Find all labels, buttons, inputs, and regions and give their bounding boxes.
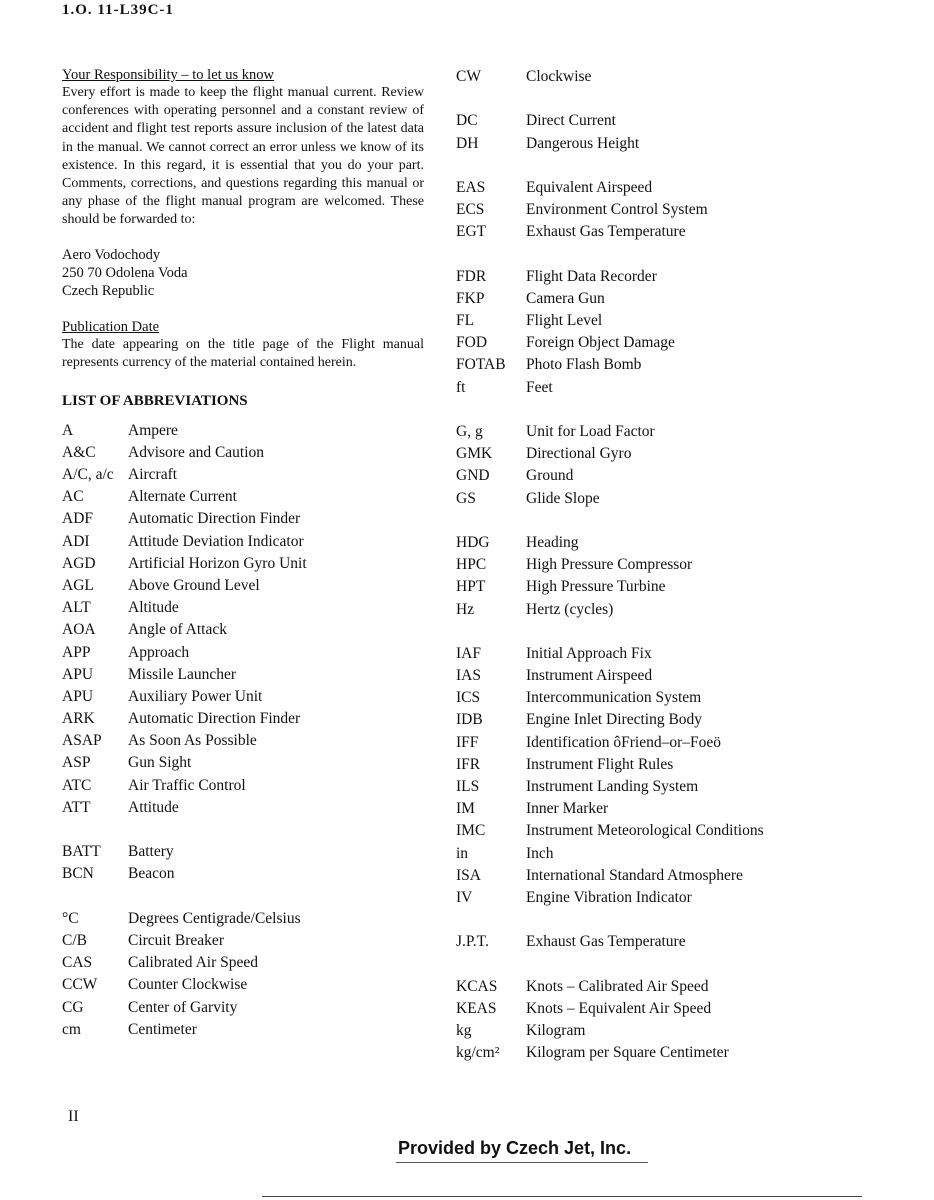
abbreviation-row	[62, 642, 424, 664]
abbreviation-meaning: Clockwise	[526, 68, 592, 85]
abbreviation: FOD	[456, 334, 488, 352]
abbreviation: kg/cm²	[456, 1044, 500, 1062]
abbreviation-row	[456, 576, 926, 598]
abbreviation-row	[456, 377, 926, 399]
abbreviation-row	[62, 797, 424, 819]
abbreviation-meaning: Kilogram	[526, 1022, 586, 1040]
abbreviation: DH	[456, 134, 479, 152]
abbreviation-meaning: Air Traffic Control	[128, 776, 246, 794]
abbreviation-row	[456, 599, 926, 621]
abbreviation: kg	[456, 1022, 472, 1040]
abbreviation: A&C	[62, 443, 96, 461]
abbreviation: KCAS	[456, 977, 498, 995]
abbreviation: IMC	[456, 822, 486, 840]
abbreviation: IV	[456, 888, 473, 906]
abbreviation: APU	[62, 687, 94, 705]
abbreviation: ATT	[62, 798, 91, 816]
responsibility-paragraph: Every effort is made to keep the flight manual current. Review conferences with operating personnel and a constant review of accident and flight test reports assure inclusion of the latest data in the manual. We cannot correct an error unless we know of its existence. In this regard, it is essential that you do your part. Comments, corrections, and questions regarding this manual or any phase of the flight manual program are welcomed. These should be forwarded to:	[62, 85, 424, 228]
abbreviation: ICS	[456, 689, 481, 707]
abbreviation: J.P.T.	[456, 933, 489, 951]
abbreviation-row	[456, 843, 926, 865]
abbreviation-meaning: Intercommunication System	[526, 689, 702, 707]
abbreviation: CW	[456, 68, 481, 85]
abbreviation-meaning: Feet	[526, 378, 553, 396]
abbreviation-meaning: Dangerous Height	[526, 134, 640, 152]
group-spacer	[456, 510, 926, 532]
abbreviation-row	[456, 1020, 926, 1042]
abbreviation-meaning: Exhaust Gas Temperature	[526, 223, 686, 241]
abbreviation-row	[62, 486, 424, 508]
abbreviation-row	[62, 752, 424, 774]
abbreviation-meaning: International Standard Atmosphere	[526, 866, 743, 884]
abbreviation-meaning: Direct Current	[526, 112, 616, 130]
abbreviation-meaning: Aircraft	[128, 466, 178, 484]
abbreviation-row	[456, 820, 926, 842]
abbreviation-meaning: Engine Inlet Directing Body	[526, 711, 703, 729]
publication-heading: Publication Date	[62, 319, 160, 336]
abbreviation-meaning: Center of Garvity	[128, 998, 238, 1016]
abbreviation-row	[456, 532, 926, 554]
abbreviation-row	[456, 221, 926, 243]
abbreviation-row	[62, 619, 424, 641]
abbreviation: ISA	[456, 866, 481, 884]
abbreviation-meaning: Instrument Landing System	[526, 778, 699, 795]
abbreviation-row	[62, 775, 424, 797]
abbreviation-row	[62, 952, 424, 974]
abbreviation-row	[456, 931, 926, 953]
abbreviation-meaning: Inner Marker	[526, 800, 609, 818]
abbreviation-row	[456, 709, 926, 731]
abbreviation: CG	[62, 998, 84, 1016]
abbreviation-row	[62, 730, 424, 752]
abbreviation-row	[456, 665, 926, 687]
abbreviation-meaning: High Pressure Turbine	[526, 578, 666, 596]
abbreviation-meaning: Automatic Direction Finder	[128, 710, 301, 728]
abbreviation-meaning: Automatic Direction Finder	[128, 510, 301, 528]
address-line: Aero Vodochody	[62, 246, 161, 263]
abbreviation: AGD	[62, 554, 96, 572]
abbreviation-meaning: Attitude Deviation Indicator	[128, 532, 304, 550]
abbreviation-meaning: Circuit Breaker	[128, 931, 224, 949]
abbreviation-meaning: Directional Gyro	[526, 445, 632, 463]
abbreviation: ECS	[456, 201, 485, 219]
abbreviation: AGL	[62, 576, 94, 594]
abbreviation-row	[62, 553, 424, 575]
abbreviation-meaning: Knots – Calibrated Air Speed	[526, 977, 709, 995]
abbreviation-row	[62, 908, 424, 930]
abbreviation-meaning: Environment Control System	[526, 201, 708, 219]
abbreviation-row	[456, 332, 926, 354]
abbreviation-meaning: Artificial Horizon Gyro Unit	[128, 554, 307, 572]
abbreviation-meaning: Exhaust Gas Temperature	[526, 933, 686, 951]
abbreviation-meaning: Ampere	[128, 421, 178, 439]
abbreviation-row	[456, 288, 926, 310]
abbreviation-row	[62, 930, 424, 952]
abbreviation-meaning: Gun Sight	[128, 754, 192, 772]
abbreviation-row	[456, 554, 926, 576]
abbreviation-row	[456, 465, 926, 487]
group-spacer	[62, 819, 424, 841]
abbreviation-meaning: Attitude	[128, 798, 179, 816]
abbreviation-meaning: Calibrated Air Speed	[128, 954, 258, 972]
abbreviation-meaning: Identification ôFriend–or–Foeö	[526, 733, 721, 751]
abbreviation-row	[456, 310, 926, 332]
responsibility-heading: Your Responsibility – to let us know	[62, 67, 275, 83]
abbreviation-meaning: Engine Vibration Indicator	[526, 888, 692, 906]
abbreviation-row	[456, 110, 926, 132]
abbreviation-row	[456, 776, 926, 798]
abbreviation: IDB	[456, 711, 483, 729]
group-spacer	[456, 954, 926, 976]
abbreviation-meaning: Kilogram per Square Centimeter	[526, 1044, 729, 1062]
abbreviation-meaning: Auxiliary Power Unit	[128, 687, 263, 705]
abbreviation: ft	[456, 378, 466, 396]
abbreviation: IAF	[456, 644, 481, 662]
page-number: II	[68, 1108, 79, 1125]
abbreviation-meaning: Alternate Current	[128, 488, 237, 506]
abbreviation-meaning: Missile Launcher	[128, 665, 237, 683]
abbreviation: IAS	[456, 667, 481, 685]
abbreviation-row	[62, 597, 424, 619]
abbreviation-meaning: Equivalent Airspeed	[526, 178, 653, 196]
bottom-rule	[262, 1196, 862, 1197]
abbreviation: FKP	[456, 289, 485, 307]
abbreviation-row	[62, 464, 424, 486]
abbreviation: ATC	[62, 776, 92, 794]
group-spacer	[456, 621, 926, 643]
abbreviation: BATT	[62, 843, 101, 861]
left-column	[62, 66, 424, 1041]
abbreviation-meaning: Photo Flash Bomb	[526, 356, 642, 374]
abbreviation-meaning: Ground	[526, 467, 574, 485]
abbreviation-row	[456, 443, 926, 465]
group-spacer	[456, 909, 926, 931]
abbreviation: ADI	[62, 532, 90, 550]
group-spacer	[456, 155, 926, 177]
abbreviation-meaning: Knots – Equivalent Air Speed	[526, 999, 712, 1017]
abbreviation-meaning: Camera Gun	[526, 289, 605, 307]
abbreviation: BCN	[62, 865, 94, 883]
abbreviation: CCW	[62, 976, 98, 994]
abbreviation: EGT	[456, 223, 487, 241]
abbreviation: ALT	[62, 599, 91, 617]
abbreviation-meaning: Foreign Object Damage	[526, 334, 675, 352]
abbreviation-meaning: Flight Data Recorder	[526, 267, 657, 285]
abbreviation: GMK	[456, 445, 493, 463]
abbreviation-row	[456, 732, 926, 754]
abbreviation-row	[456, 133, 926, 155]
abbreviation: IFF	[456, 733, 479, 751]
abbreviation: HPC	[456, 556, 487, 574]
abbreviation-meaning: Angle of Attack	[128, 621, 228, 639]
abbreviation-row	[456, 865, 926, 887]
abbreviation-meaning: Instrument Airspeed	[526, 667, 653, 685]
abbreviation: IFR	[456, 755, 481, 773]
abbreviation-row	[456, 488, 926, 510]
group-spacer	[456, 88, 926, 110]
abbreviation-meaning: Instrument Meteorological Conditions	[526, 822, 764, 840]
abbreviation-row	[456, 754, 926, 776]
abbreviations-title: LIST OF ABBREVIATIONS	[62, 392, 248, 409]
abbreviation: ASAP	[62, 732, 102, 750]
abbreviation: ADF	[62, 510, 94, 528]
abbreviation-row	[456, 998, 926, 1020]
abbreviation-row	[62, 664, 424, 686]
abbreviation: CAS	[62, 954, 93, 972]
left-abbreviation-list	[62, 420, 424, 1041]
abbreviation-meaning: Advisore and Caution	[128, 443, 265, 461]
abbreviation-row	[456, 643, 926, 665]
abbreviation-meaning: Initial Approach Fix	[526, 644, 652, 662]
abbreviation-row	[456, 687, 926, 709]
abbreviation: ILS	[456, 778, 480, 795]
group-spacer	[456, 399, 926, 421]
abbreviation: AC	[62, 488, 84, 506]
abbreviation-row	[62, 531, 424, 553]
abbreviation: ASP	[62, 754, 91, 772]
abbreviation: A	[62, 421, 74, 439]
address-line: 250 70 Odolena Voda	[62, 264, 188, 281]
abbreviation-meaning: Altitude	[128, 599, 179, 617]
address-line: Czech Republic	[62, 283, 155, 300]
publication-paragraph: The date appearing on the title page of the Flight manual represents currency of the material contained herein.	[62, 337, 424, 371]
abbreviation-row	[456, 798, 926, 820]
abbreviation: Hz	[456, 600, 475, 618]
abbreviation-row	[62, 841, 424, 863]
abbreviation: G, g	[456, 423, 483, 440]
abbreviation-row	[62, 1019, 424, 1041]
abbreviation-meaning: Glide Slope	[526, 489, 600, 507]
abbreviation-meaning: Counter Clockwise	[128, 976, 248, 994]
abbreviation-meaning: As Soon As Possible	[128, 732, 257, 750]
abbreviation-meaning: Instrument Flight Rules	[526, 755, 674, 773]
abbreviation-row	[456, 199, 926, 221]
abbreviation: GND	[456, 467, 490, 485]
abbreviation: ARK	[62, 710, 95, 728]
abbreviation-meaning: Above Ground Level	[128, 576, 260, 594]
abbreviation-row	[62, 508, 424, 530]
abbreviation: FDR	[456, 267, 487, 285]
abbreviation: FOTAB	[456, 356, 506, 374]
abbreviation-row	[456, 421, 926, 443]
abbreviation-row	[62, 863, 424, 885]
abbreviation-row	[456, 976, 926, 998]
right-abbreviation-list	[456, 66, 926, 1064]
abbreviation: IM	[456, 800, 475, 818]
abbreviation-meaning: Approach	[128, 643, 190, 661]
abbreviation-meaning: Centimeter	[128, 1020, 197, 1038]
abbreviation-row	[62, 997, 424, 1019]
abbreviation-row	[62, 686, 424, 708]
abbreviation-meaning: Battery	[128, 843, 174, 861]
abbreviation: FL	[456, 312, 475, 330]
abbreviation: in	[456, 844, 469, 862]
abbreviation: °C	[62, 909, 79, 927]
abbreviation-meaning: Degrees Centigrade/Celsius	[128, 909, 301, 927]
abbreviation-row	[62, 442, 424, 464]
group-spacer	[62, 886, 424, 908]
abbreviation-meaning: Flight Level	[526, 312, 603, 330]
abbreviation-meaning: Unit for Load Factor	[526, 423, 655, 440]
abbreviation-row	[456, 1042, 926, 1064]
abbreviation-meaning: Beacon	[128, 865, 175, 883]
abbreviation-row	[62, 420, 424, 442]
abbreviation-meaning: Inch	[526, 844, 554, 862]
abbreviation-meaning: Hertz (cycles)	[526, 600, 614, 618]
abbreviation-row	[62, 575, 424, 597]
abbreviation-meaning: High Pressure Compressor	[526, 556, 693, 574]
abbreviation-row	[456, 66, 926, 88]
footer-rule	[396, 1162, 648, 1163]
abbreviation-row	[456, 177, 926, 199]
abbreviation-row	[456, 887, 926, 909]
abbreviation: KEAS	[456, 999, 497, 1017]
right-column	[456, 66, 926, 1064]
abbreviation: APU	[62, 665, 94, 683]
abbreviation: EAS	[456, 178, 486, 196]
abbreviation-meaning: Heading	[526, 533, 579, 551]
abbreviation-row	[456, 266, 926, 288]
document-code: 1.O. 11-L39C-1	[62, 2, 174, 18]
group-spacer	[456, 244, 926, 266]
abbreviation-row	[456, 354, 926, 376]
abbreviation: AOA	[62, 621, 96, 639]
abbreviation: A/C, a/c	[62, 466, 114, 484]
abbreviation: APP	[62, 643, 91, 661]
provided-by-footer: Provided by Czech Jet, Inc.	[398, 1138, 632, 1158]
abbreviation: C/B	[62, 931, 87, 949]
abbreviation: GS	[456, 489, 476, 507]
abbreviation: DC	[456, 112, 478, 130]
abbreviation: HPT	[456, 578, 486, 596]
abbreviation-row	[62, 708, 424, 730]
abbreviation-row	[62, 974, 424, 996]
abbreviation: HDG	[456, 533, 490, 551]
abbreviation: cm	[62, 1020, 81, 1038]
